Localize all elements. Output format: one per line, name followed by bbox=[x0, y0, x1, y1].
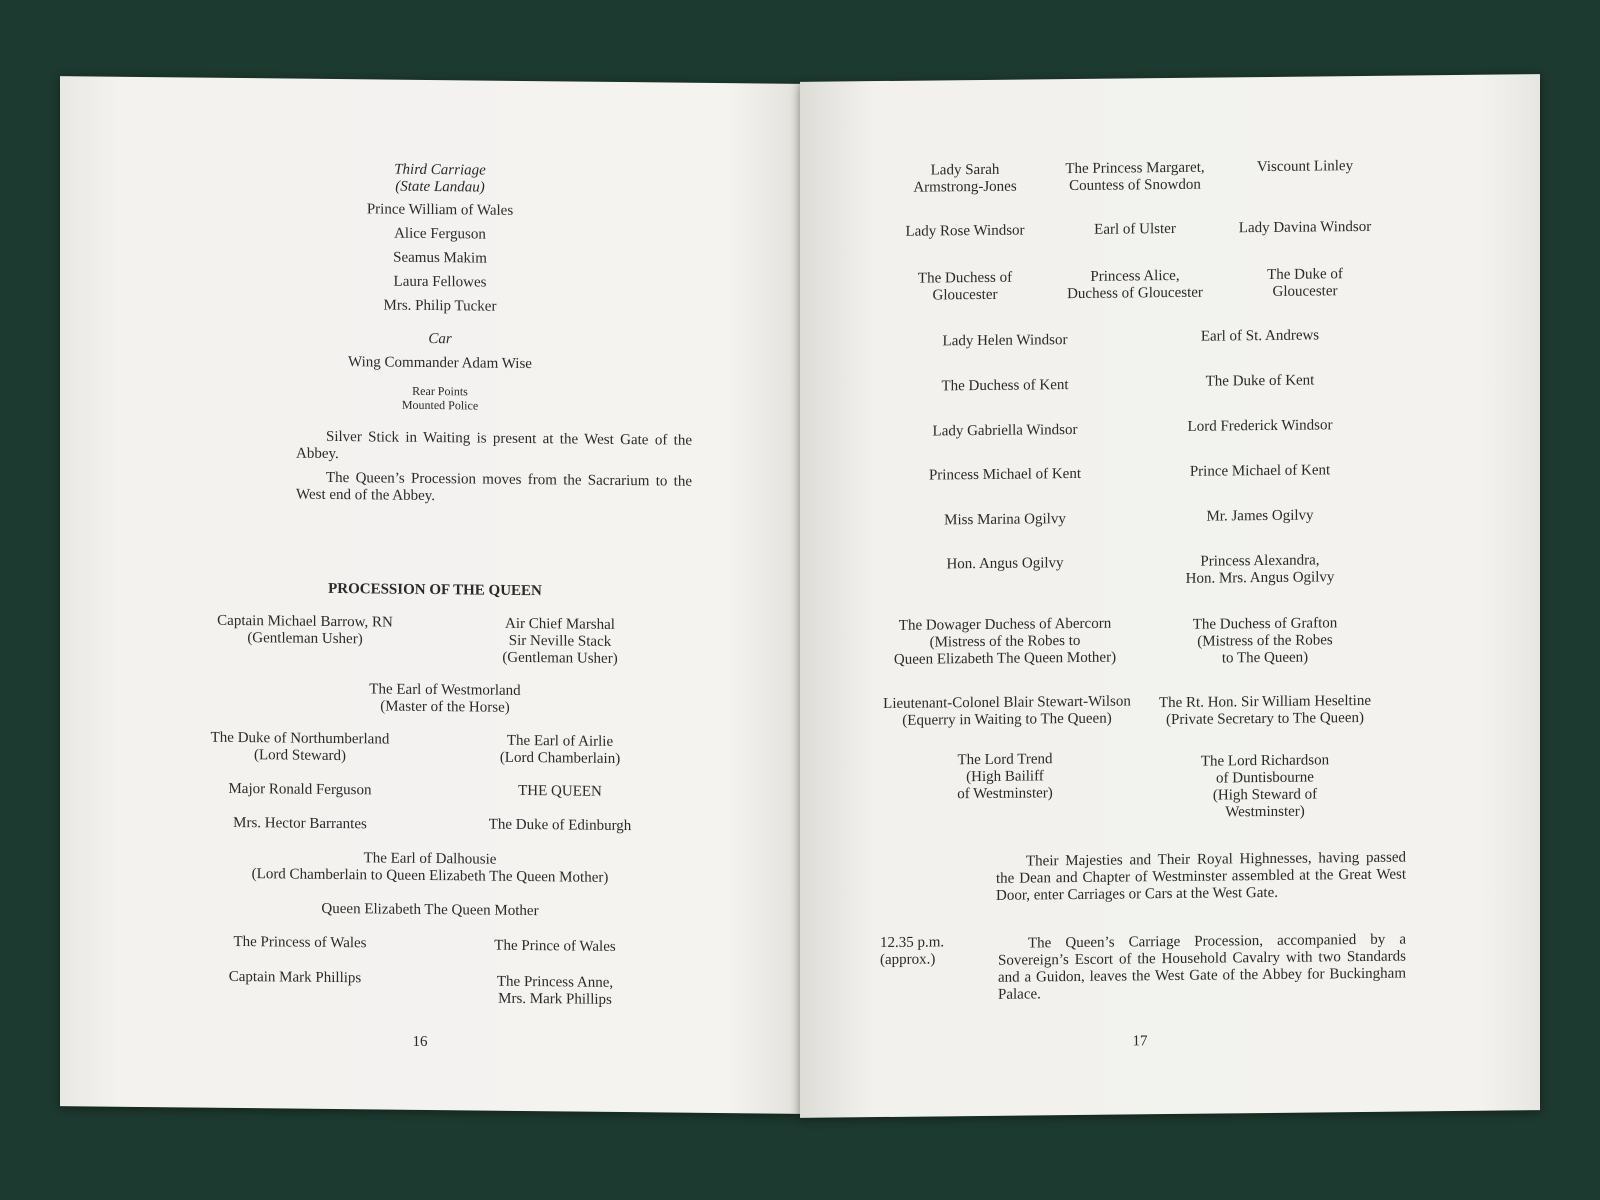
entry-name: The Lord Richardson bbox=[1200, 752, 1330, 770]
entry-title: Westminster) bbox=[1225, 803, 1305, 821]
procession-entry bbox=[930, 751, 1080, 804]
page-number: 16 bbox=[412, 1033, 428, 1050]
page-number: 17 bbox=[1132, 1033, 1148, 1050]
right-page bbox=[800, 74, 1540, 1118]
entry-name: Princess Alice, bbox=[1090, 267, 1180, 285]
procession-entry: Major Ronald Ferguson bbox=[228, 780, 372, 799]
procession-entry bbox=[1150, 552, 1370, 588]
carriage-rider: Prince William of Wales bbox=[366, 201, 514, 219]
procession-entry: Miss Marina Ogilvy bbox=[944, 511, 1066, 529]
rear-points-label: Rear Points bbox=[412, 383, 468, 399]
entry-title: (High Steward of bbox=[1212, 786, 1318, 804]
entry-title: (Gentleman Usher) bbox=[247, 630, 363, 648]
carriage-rider: Laura Fellowes bbox=[393, 273, 487, 291]
procession-entry bbox=[870, 615, 1140, 669]
paragraph: Their Majesties and Their Royal Highnesses, having passed the Dean and Chapter of Westminster assembled at the Great West Door, enter Carriages or Cars at the West Gate. bbox=[996, 849, 1406, 904]
procession-entry: Lord Frederick Windsor bbox=[1187, 417, 1333, 435]
entry-title: (Master of the Horse) bbox=[380, 698, 510, 716]
procession-entry: The Duchess of Kent bbox=[941, 377, 1069, 395]
entry-name: The Earl of Dalhousie bbox=[363, 850, 497, 868]
procession-entry: The Duke of Edinburgh bbox=[488, 816, 632, 835]
procession-entry: Earl of Ulster bbox=[1094, 220, 1176, 238]
procession-entry bbox=[460, 732, 660, 768]
procession-entry bbox=[1160, 615, 1370, 668]
procession-entry: Earl of St. Andrews bbox=[1200, 327, 1320, 345]
entry-name: Lady Sarah bbox=[930, 161, 1000, 179]
entry-name: The Lord Trend bbox=[957, 751, 1053, 769]
carriage-rider: Mrs. Philip Tucker bbox=[383, 297, 497, 315]
paragraph: Silver Stick in Waiting is present at the West Gate of the Abbey. bbox=[296, 428, 692, 463]
procession-entry bbox=[460, 615, 660, 668]
car-heading: Car bbox=[428, 330, 452, 348]
entry-name: Gloucester bbox=[932, 286, 998, 304]
entry-name: Air Chief Marshal bbox=[505, 615, 615, 633]
section-heading: PROCESSION OF THE QUEEN bbox=[328, 580, 542, 600]
entry-name: Gloucester bbox=[1272, 283, 1338, 300]
entry-title: Countess of Snowdon bbox=[1069, 176, 1201, 195]
procession-entry bbox=[890, 269, 1040, 305]
carriage-rider: Alice Ferguson bbox=[394, 225, 486, 243]
procession-entry: Prince Michael of Kent bbox=[1189, 462, 1331, 480]
procession-entry bbox=[1180, 752, 1350, 822]
procession-entry: Lady Davina Windsor bbox=[1238, 218, 1372, 237]
entry-name: Mrs. Mark Phillips bbox=[498, 990, 612, 1008]
procession-entry bbox=[1230, 266, 1380, 302]
entry-title: (High Bailiff bbox=[966, 768, 1044, 786]
entry-name: Captain Michael Barrow, RN bbox=[217, 612, 393, 631]
procession-entry bbox=[450, 973, 660, 1009]
left-page bbox=[60, 76, 800, 1114]
entry-name: Princess Alexandra, bbox=[1200, 552, 1320, 570]
procession-entry bbox=[1040, 267, 1230, 303]
entry-name: The Rt. Hon. Sir William Heseltine bbox=[1158, 692, 1371, 712]
procession-entry: Mrs. Hector Barrantes bbox=[233, 814, 367, 833]
entry-title: of Westminster) bbox=[957, 785, 1053, 803]
procession-entry: Captain Mark Phillips bbox=[228, 968, 362, 987]
entry-title: Hon. Mrs. Angus Ogilvy bbox=[1185, 569, 1335, 587]
procession-entry bbox=[1135, 693, 1395, 730]
carriage-rider: Seamus Makim bbox=[393, 249, 487, 267]
procession-entry bbox=[190, 612, 420, 648]
entry-title: (Lord Steward) bbox=[253, 747, 347, 765]
entry-title: Duchess of Gloucester bbox=[1067, 284, 1203, 303]
procession-entry: Lady Gabriella Windsor bbox=[932, 421, 1078, 440]
entry-name: The Princess Margaret, bbox=[1065, 159, 1205, 178]
procession-entry: Mr. James Ogilvy bbox=[1206, 507, 1314, 525]
procession-entry bbox=[210, 849, 650, 888]
entry-name: The Duke of Northumberland bbox=[210, 729, 390, 748]
entry-title: (Lord Chamberlain to Queen Elizabeth The Queen Mother) bbox=[251, 866, 609, 886]
entry-title: (Mistress of the Robes bbox=[1197, 632, 1333, 650]
procession-entry: Princess Michael of Kent bbox=[928, 465, 1082, 484]
rear-points bbox=[360, 383, 520, 413]
time-label bbox=[880, 934, 980, 969]
procession-entry: Queen Elizabeth The Queen Mother bbox=[321, 900, 539, 920]
time-note: (approx.) bbox=[880, 951, 936, 969]
entry-title: (Equerry in Waiting to The Queen) bbox=[902, 710, 1112, 729]
procession-entry: Hon. Angus Ogilvy bbox=[946, 555, 1064, 573]
procession-entry: The Duke of Kent bbox=[1205, 372, 1315, 390]
third-carriage-title: Third Carriage bbox=[394, 161, 486, 179]
entry-title: (Mistress of the Robes to bbox=[929, 632, 1081, 651]
entry-name: The Duke of bbox=[1267, 266, 1343, 283]
entry-name: of Duntisbourne bbox=[1216, 769, 1314, 787]
entry-name: The Earl of Airlie bbox=[506, 732, 614, 750]
state-landau-label: (State Landau) bbox=[395, 178, 485, 196]
procession-entry: Lady Rose Windsor bbox=[905, 222, 1025, 240]
the-queen: THE QUEEN bbox=[518, 782, 602, 800]
procession-entry bbox=[890, 161, 1040, 197]
entry-title: (Lord Chamberlain) bbox=[499, 749, 621, 767]
procession-entry: The Prince of Wales bbox=[494, 937, 616, 955]
entry-name: Lieutenant-Colonel Blair Stewart-Wilson bbox=[883, 693, 1131, 713]
third-carriage-heading bbox=[340, 161, 540, 197]
time-value: 12.35 p.m. bbox=[880, 934, 945, 952]
procession-entry bbox=[315, 681, 575, 718]
paragraph: The Queen’s Carriage Procession, accompanied by a Sovereign’s Escort of the Household Cavalry with two Standards and a Guidon, leaves the West Gate of the Abbey for Buckingham Palace. bbox=[998, 931, 1406, 1003]
entry-title: Queen Elizabeth The Queen Mother) bbox=[893, 649, 1117, 668]
entry-name: Armstrong-Jones bbox=[913, 178, 1017, 196]
procession-entry bbox=[180, 729, 420, 766]
procession-entry bbox=[862, 693, 1152, 730]
entry-title: (Private Secretary to The Queen) bbox=[1166, 709, 1364, 729]
car-rider: Wing Commander Adam Wise bbox=[348, 354, 532, 373]
procession-entry: Lady Helen Windsor bbox=[942, 332, 1068, 350]
procession-entry: The Princess of Wales bbox=[233, 933, 367, 952]
entry-name: The Earl of Westmorland bbox=[369, 681, 521, 699]
procession-entry: Viscount Linley bbox=[1256, 158, 1354, 176]
entry-title: to The Queen) bbox=[1221, 649, 1309, 667]
mounted-police-label: Mounted Police bbox=[401, 397, 479, 413]
entry-name: The Duchess of Grafton bbox=[1192, 615, 1338, 633]
entry-name: The Duchess of bbox=[917, 269, 1013, 287]
entry-name: Sir Neville Stack bbox=[508, 632, 612, 650]
entry-name: The Dowager Duchess of Abercorn bbox=[898, 615, 1112, 634]
entry-name: The Princess Anne, bbox=[496, 973, 614, 991]
paragraph: The Queen’s Procession moves from the Sacrarium to the West end of the Abbey. bbox=[296, 469, 692, 505]
entry-title: (Gentleman Usher) bbox=[502, 649, 618, 667]
procession-entry bbox=[1040, 159, 1230, 195]
